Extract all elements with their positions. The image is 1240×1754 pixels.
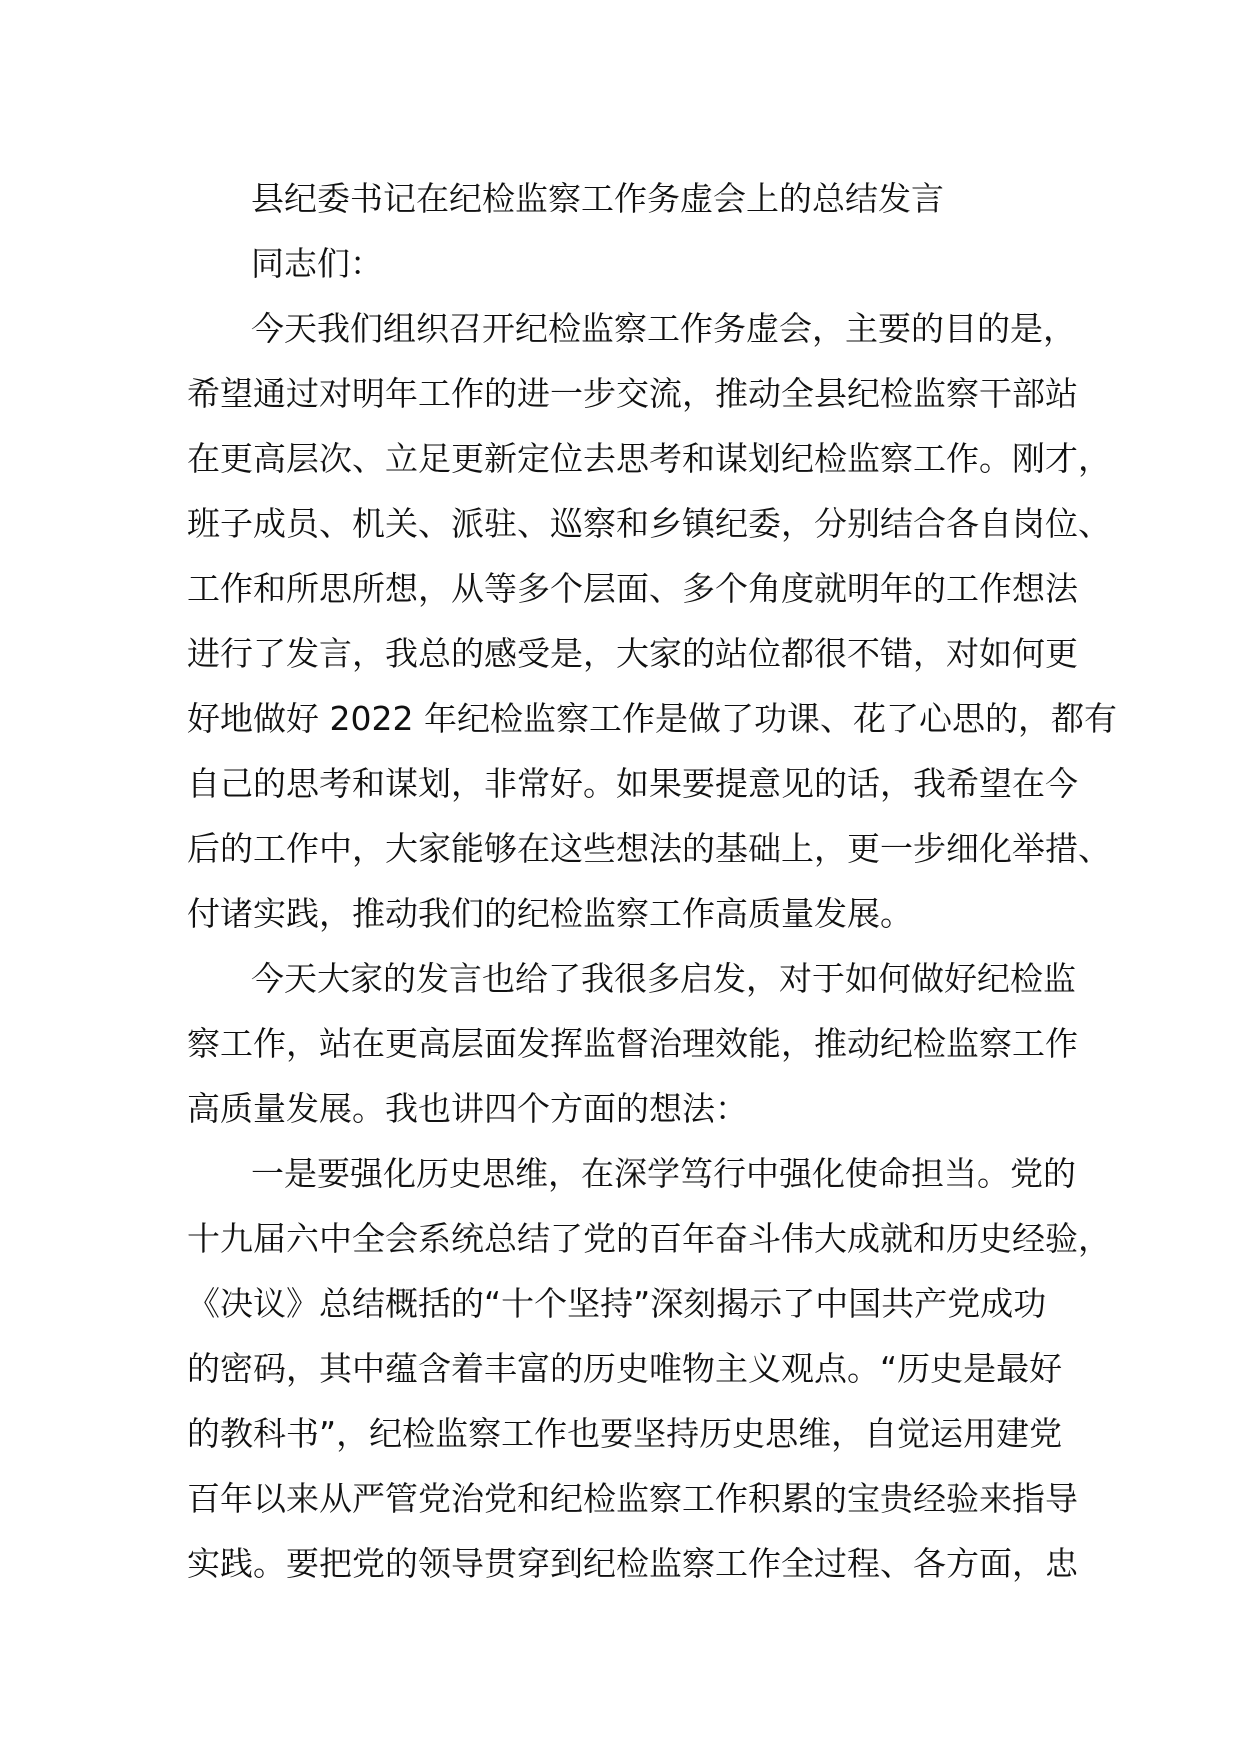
paragraph-line: 进行了发言，我总的感受是，大家的站位都很不错，对如何更 — [187, 634, 1078, 673]
document-title: 县纪委书记在纪检监察工作务虚会上的总结发言 — [251, 179, 944, 218]
paragraph-line: 十九届六中全会系统总结了党的百年奋斗伟大成就和历史经验， — [187, 1219, 1111, 1258]
salutation: 同志们： — [251, 244, 383, 283]
paragraph-line: 《决议》总结概括的“十个坚持”深刻揭示了中国共产党成功 — [187, 1284, 1047, 1323]
paragraph-line: 好地做好 2022 年纪检监察工作是做了功课、花了心思的，都有 — [187, 699, 1117, 738]
paragraph-line: 后的工作中，大家能够在这些想法的基础上，更一步细化举措、 — [187, 829, 1111, 868]
paragraph-line: 高质量发展。我也讲四个方面的想法： — [187, 1089, 748, 1128]
paragraph-inspiration — [187, 946, 1078, 1141]
paragraph-line: 工作和所思所想，从等多个层面、多个角度就明年的工作想法 — [187, 569, 1078, 608]
document-body — [187, 166, 1117, 1596]
paragraph-line: 今天大家的发言也给了我很多启发，对于如何做好纪检监 — [251, 959, 1076, 998]
paragraph-opening — [187, 296, 1117, 946]
paragraph-line: 在更高层次、立足更新定位去思考和谋划纪检监察工作。刚才， — [187, 439, 1111, 478]
paragraph-line: 的密码，其中蕴含着丰富的历史唯物主义观点。“历史是最好 — [187, 1349, 1063, 1388]
paragraph-point-one — [187, 1141, 1111, 1596]
paragraph-line: 付诸实践，推动我们的纪检监察工作高质量发展。 — [187, 894, 913, 933]
paragraph-line: 今天我们组织召开纪检监察工作务虚会，主要的目的是， — [251, 309, 1076, 348]
paragraph-line: 希望通过对明年工作的进一步交流，推动全县纪检监察干部站 — [187, 374, 1078, 413]
paragraph-line: 一是要强化历史思维，在深学笃行中强化使命担当。党的 — [251, 1154, 1076, 1193]
paragraph-line: 的教科书”，纪检监察工作也要坚持历史思维，自觉运用建党 — [187, 1414, 1063, 1453]
paragraph-line: 实践。要把党的领导贯穿到纪检监察工作全过程、各方面，忠 — [187, 1544, 1078, 1583]
paragraph-line: 自己的思考和谋划，非常好。如果要提意见的话，我希望在今 — [187, 764, 1078, 803]
paragraph-line: 班子成员、机关、派驻、巡察和乡镇纪委，分别结合各自岗位、 — [187, 504, 1111, 543]
paragraph-line: 百年以来从严管党治党和纪检监察工作积累的宝贵经验来指导 — [187, 1479, 1078, 1518]
paragraph-line: 察工作，站在更高层面发挥监督治理效能，推动纪检监察工作 — [187, 1024, 1078, 1063]
